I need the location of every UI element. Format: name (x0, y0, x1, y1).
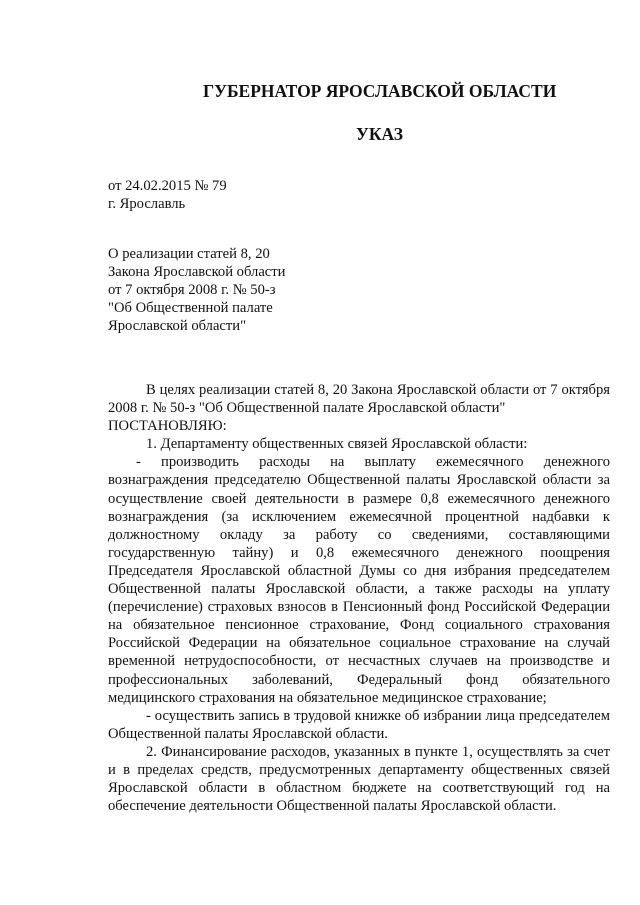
decree-body (108, 381, 610, 815)
item-1-paragraph: 1. Департаменту общественных связей Ярославской области: (146, 436, 528, 453)
date-number: от 24.02.2015 № 79 (108, 178, 227, 194)
item-1-dash-2-paragraph: - осуществить запись в трудовой книжке об избрании лица председателем Общественной палаты Ярославской области. (108, 707, 610, 742)
subject-line: Ярославской области" (108, 318, 247, 334)
preamble-paragraph: В целях реализации статей 8, 20 Закона Ярославской области от 7 октября 2008 г. № 50-з "Об Общественной палате Ярославской области" (108, 382, 610, 417)
subject-line: О реализации статей 8, 20 (108, 246, 270, 262)
city: г. Ярославль (108, 196, 186, 212)
item-2-paragraph: 2. Финансирование расходов, указанных в пункте 1, осуществлять за счет и в пределах средств, предусмотренных департаменту общественных связей Ярославской области в областном бюджете на соответствующий год на обеспечение деятельности Общественной палаты Ярославской области. (108, 743, 610, 815)
subject-line: "Об Общественной палате (108, 300, 273, 316)
item-1-dash-1-paragraph: - производить расходы на выплату ежемесячного денежного вознаграждения председателю Общественной палаты Ярославской области за осуществление своей деятельности в размере 0,8 ежемесячного денежного вознаграждения (за исключением ежемесячной процентной надбавки к должностному окладу за работу со сведениями, составляющими государственную тайну) и 0,8 ежемесячного денежного поощрения Председателя Ярославской областной Думы со дня избрания председателем Общественной палаты Ярославской области, а также расходы на уплату (перечисление) страховых взносов в Пенсионный фонд Российской Федерации на обязательное пенсионное страхование, Фонд социального страхования Российской Федерации на обязательное социальное страхование на случай временной нетрудоспособности, от несчастных случаев на производстве и профессиональных заболеваний, Федеральный фонд обязательного медицинского страхования на обязательное медицинское страхование; (108, 454, 610, 706)
subject-line: Закона Ярославской области (108, 264, 286, 280)
document-type-heading: УКАЗ (356, 124, 403, 144)
resolve-word: ПОСТАНОВЛЯЮ: (108, 418, 227, 435)
document-authority-heading: ГУБЕРНАТОР ЯРОСЛАВСКОЙ ОБЛАСТИ (203, 81, 557, 101)
subject-line: от 7 октября 2008 г. № 50-з (108, 282, 276, 298)
